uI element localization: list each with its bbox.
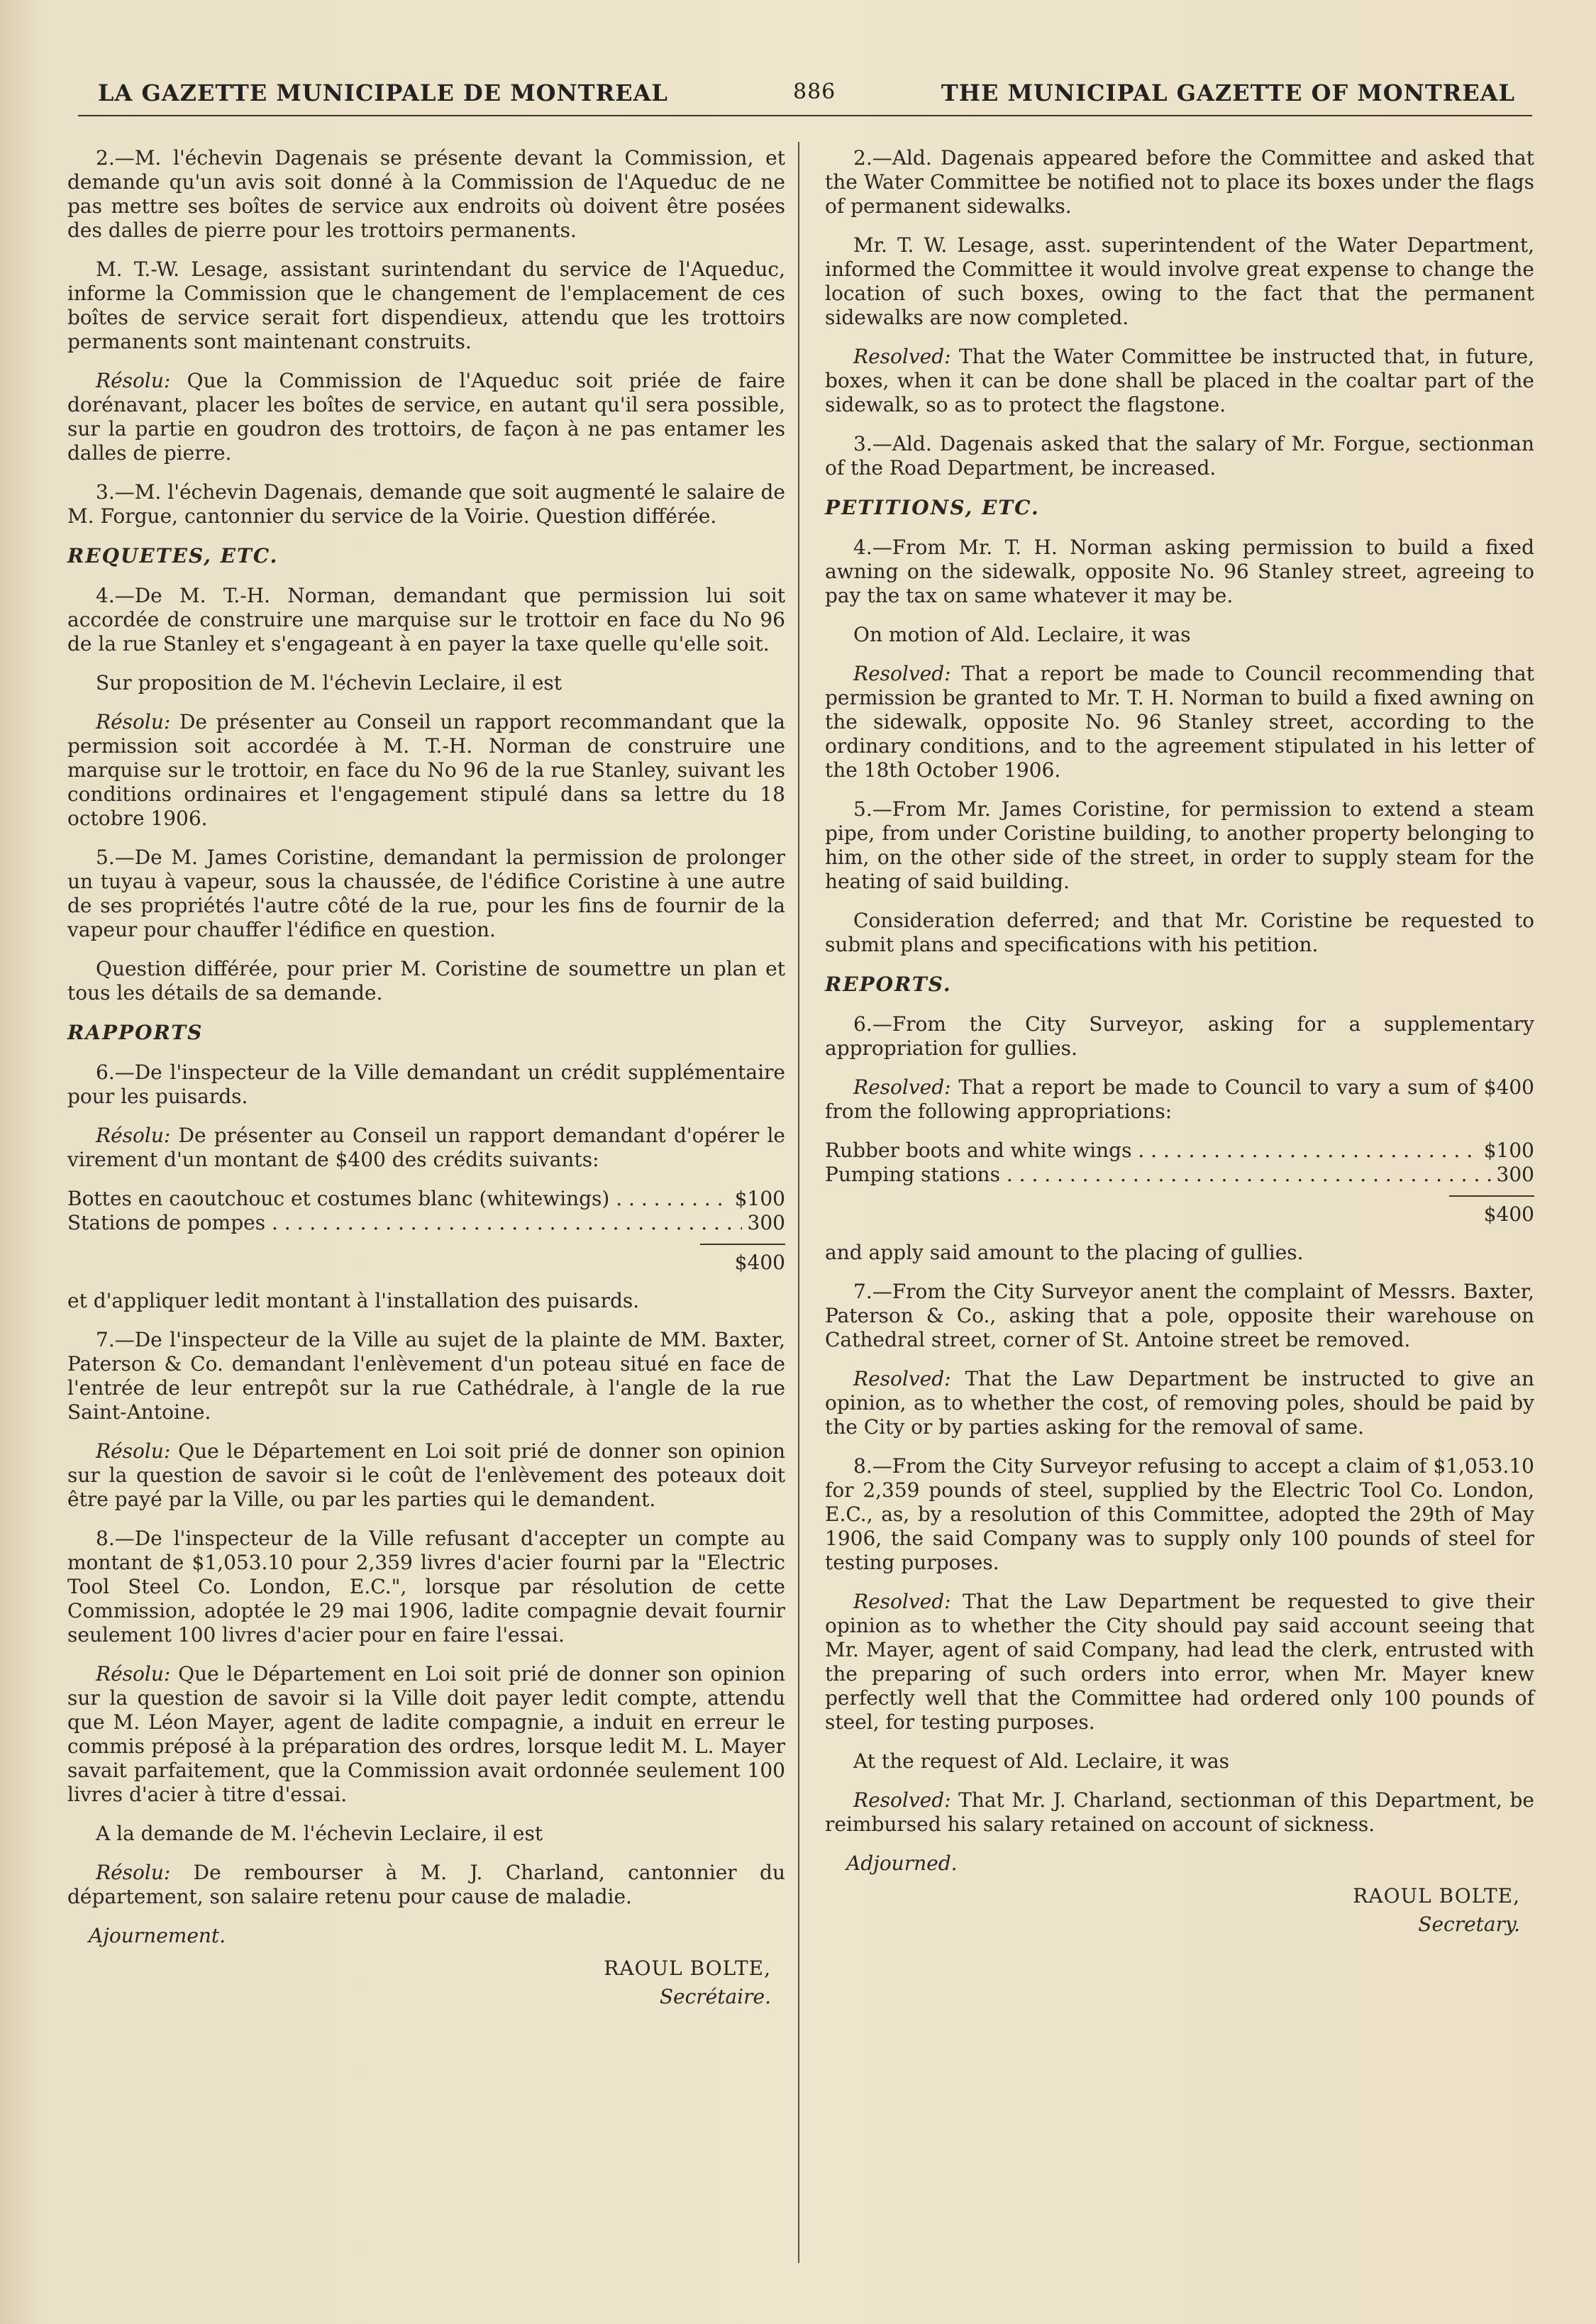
signatory-title: Secretary. bbox=[1418, 1913, 1520, 1936]
paragraph: Mr. T. W. Lesage, asst. superintendent of the Water Department, informed the Committee it would involve great expense to change the location of such boxes, owing to the fact that the permanent sidewalks are now completed. bbox=[825, 233, 1534, 329]
resolution-label: Résolu: bbox=[96, 1439, 171, 1463]
paragraph bbox=[67, 1439, 785, 1512]
paragraph: 3.—Ald. Dagenais asked that the salary of Mr. Forgue, sectionman of the Road Department, be increased. bbox=[825, 432, 1534, 480]
paragraph bbox=[67, 710, 785, 831]
ledger-row bbox=[67, 1187, 785, 1211]
paragraph-text: That Mr. J. Charland, sectionman of this Department, be reimbursed his salary retained on account of sickness. bbox=[825, 1788, 1534, 1836]
paragraph bbox=[67, 1861, 785, 1909]
ledger-item: Stations de pompes . . . bbox=[67, 1211, 742, 1235]
paragraph: 5.—De M. James Coristine, demandant la permission de prolonger un tuyau à vapeur, sous la chaussée, de l'édifice Coristine à une autre de ses propriétés l'autre côté de la rue, pour les fins de fournir de la vapeur pour chauffer l'édifice en question. bbox=[67, 846, 785, 941]
paragraph bbox=[67, 1124, 785, 1172]
signatory-title: Secrétaire. bbox=[659, 1985, 771, 2008]
paragraph bbox=[825, 1590, 1534, 1734]
column-divider bbox=[798, 142, 799, 2263]
ledger-total: $400 bbox=[1483, 1202, 1534, 1226]
resolution-label: Résolu: bbox=[96, 1861, 171, 1884]
section-title-reports: REPORTS. bbox=[825, 973, 952, 996]
paragraph bbox=[825, 1367, 1534, 1439]
paragraph: 4.—From Mr. T. H. Norman asking permission to build a fixed awning on the sidewalk, opposite No. 96 Stanley street, agreeing to pay the tax on same whatever it may be. bbox=[825, 536, 1534, 607]
paragraph: 7.—From the City Surveyor anent the complaint of Messrs. Baxter, Paterson & Co., asking that a pole, opposite their warehouse on Cathedral street, corner of St. Antoine street be removed. bbox=[825, 1280, 1534, 1351]
paragraph-text: Que le Département en Loi soit prié de donner son opinion sur la question de savoir si la Ville doit payer ledit compte, attendu que M. Léon Mayer, agent de ladite compagnie, a induit en erreur le commis préposé à la préparation des ordres, lorsque ledit M. L. Mayer savait parfaitement, que la Commission avait ordonnée seulement 100 livres d'acier à titre d'essai. bbox=[67, 1662, 785, 1806]
appropriation-ledger bbox=[825, 1139, 1534, 1227]
paragraph: 8.—From the City Surveyor refusing to accept a claim of $1,053.10 for 2,359 pounds of steel, supplied by the Electric Tool Co. London, E.C., as, by a resolution of this Committee, adopted the 29th of May 1906, the said Company was to supply only 100 pounds of steel for testing purposes. bbox=[825, 1454, 1534, 1574]
paragraph: 4.—De M. T.-H. Norman, demandant que permission lui soit accordée de construire une marquise sur le trottoir en face du No 96 de la rue Stanley et s'engageant à en payer la taxe quelle qu'elle soit. bbox=[67, 584, 785, 655]
section-title-petitions: PETITIONS, ETC. bbox=[825, 496, 1040, 519]
ledger-total-rule bbox=[700, 1244, 785, 1245]
header-rule bbox=[78, 115, 1532, 116]
paragraph: A la demande de M. l'échevin Leclaire, il est bbox=[96, 1822, 543, 1845]
ledger-item: Rubber boots and white wings . . . bbox=[825, 1139, 1478, 1163]
resolution-label: Résolu: bbox=[96, 710, 171, 734]
resolution-label: Resolved: bbox=[853, 1788, 951, 1812]
paragraph bbox=[67, 1662, 785, 1807]
paragraph: 2.—Ald. Dagenais appeared before the Committee and asked that the Water Committee be notified not to place its boxes under the flags of permanent sidewalks. bbox=[825, 146, 1534, 218]
french-column bbox=[67, 146, 785, 2009]
adjournment: Ajournement. bbox=[89, 1924, 226, 1947]
paragraph: 5.—From Mr. James Coristine, for permission to extend a steam pipe, from under Coristine building, to another property belonging to him, on the other side of the street, in order to supply steam for the heating of said building. bbox=[825, 797, 1534, 893]
paragraph-text: De présenter au Conseil un rapport recommandant que la permission soit accordée à M. T.-H. Norman de construire une marquise sur le trottoir, en face du No 96 de la rue Stanley, suivant les conditions ordinaires et l'engagement stipulé dans sa lettre du 18 octobre 1906. bbox=[67, 710, 785, 830]
paragraph: Question différée, pour prier M. Coristine de soumettre un plan et tous les détails de sa demande. bbox=[67, 957, 785, 1005]
paragraph-text: That the Water Committee be instructed that, in future, boxes, when it can be done shall be placed in the coaltar part of the sidewalk, so as to protect the flagstone. bbox=[825, 345, 1534, 416]
signatory-name: RAOUL BOLTE, bbox=[1353, 1884, 1520, 1908]
paragraph-text: That a report be made to Council recommending that permission be granted to Mr. T. H. Norman to build a fixed awning on the sidewalk, opposite No. 96 Stanley street, according to the ordinary conditions, and to the agreement stipulated in his letter of the 18th October 1906. bbox=[825, 662, 1534, 782]
ledger-total: $400 bbox=[734, 1251, 785, 1274]
paragraph-text: Que la Commission de l'Aqueduc soit priée de faire dorénavant, placer les boîtes de service, en autant qu'il sera possible, sur la partie en goudron des trottoirs, de façon à ne pas entamer les dalles de pierre. bbox=[67, 369, 785, 465]
paragraph: 7.—De l'inspecteur de la Ville au sujet de la plainte de MM. Baxter, Paterson & Co. demandant l'enlèvement d'un poteau situé en face de l'entrée de leur entrepôt sur la rue Cathédrale, à l'angle de la rue Saint-Antoine. bbox=[67, 1328, 785, 1424]
ledger-row bbox=[825, 1139, 1534, 1163]
ledger-amount: $100 bbox=[734, 1187, 785, 1210]
header-title-english: THE MUNICIPAL GAZETTE OF MONTREAL bbox=[941, 79, 1515, 106]
adjournment: Adjourned. bbox=[846, 1852, 958, 1875]
ledger-total-rule bbox=[1449, 1195, 1534, 1197]
ledger-amount: 300 bbox=[747, 1211, 785, 1234]
resolution-label: Resolved: bbox=[853, 345, 951, 368]
paragraph bbox=[825, 662, 1534, 782]
paragraph: On motion of Ald. Leclaire, it was bbox=[853, 623, 1191, 646]
paragraph: At the request of Ald. Leclaire, it was bbox=[853, 1749, 1230, 1773]
ledger-row bbox=[825, 1163, 1534, 1187]
section-title-rapports: RAPPORTS bbox=[67, 1021, 204, 1044]
resolution-label: Résolu: bbox=[96, 1124, 171, 1147]
paragraph: 3.—M. l'échevin Dagenais, demande que soit augmenté le salaire de M. Forgue, cantonnier du service de la Voirie. Question différée. bbox=[67, 480, 785, 528]
paragraph: 2.—M. l'échevin Dagenais se présente devant la Commission, et demande qu'un avis soit donné à la Commission de l'Aqueduc de ne pas mettre ses boîtes de service aux endroits où doivent être posées des dalles de pierre pour les trottoirs permanents. bbox=[67, 146, 785, 242]
paragraph bbox=[67, 369, 785, 465]
paragraph bbox=[825, 1075, 1534, 1124]
resolution-label: Résolu: bbox=[96, 1662, 171, 1686]
english-column bbox=[825, 146, 1534, 1937]
signature-block bbox=[67, 1957, 785, 2009]
appropriation-ledger bbox=[67, 1187, 785, 1275]
resolution-label: Résolu: bbox=[96, 369, 171, 392]
paragraph bbox=[825, 1788, 1534, 1837]
paragraph bbox=[825, 345, 1534, 417]
paragraph-text: De présenter au Conseil un rapport demandant d'opérer le virement d'un montant de $400 des crédits suivants: bbox=[67, 1124, 785, 1171]
paragraph-text: That a report be made to Council to vary a sum of $400 from the following appropriations: bbox=[825, 1075, 1534, 1123]
ledger-item: Pumping stations . . . bbox=[825, 1163, 1491, 1187]
header-title-french: LA GAZETTE MUNICIPALE DE MONTREAL bbox=[98, 79, 668, 106]
resolution-label: Resolved: bbox=[853, 662, 951, 685]
paragraph-text: De rembourser à M. J. Charland, cantonnier du département, son salaire retenu pour cause de maladie. bbox=[67, 1861, 785, 1908]
ledger-amount: $100 bbox=[1483, 1139, 1534, 1162]
ledger-row bbox=[67, 1211, 785, 1235]
paragraph: 8.—De l'inspecteur de la Ville refusant d'accepter un compte au montant de $1,053.10 pour 2,359 livres d'acier fourni par la "Electric Tool Steel Co. London, E.C.", lorsque par résolution de cette Commission, adoptée le 29 mai 1906, ladite compagnie devait fournir seulement 100 livres d'acier pour en faire l'essai. bbox=[67, 1527, 785, 1647]
paragraph-text: That the Law Department be requested to give their opinion as to whether the City should pay said account seeing that Mr. Mayer, agent of said Company, had lead the clerk, entrusted with the preparing of such orders into error, when Mr. Mayer knew perfectly well that the Committee had ordered only 100 pounds of steel, for testing purposes. bbox=[825, 1590, 1534, 1734]
page-number: 886 bbox=[793, 79, 836, 104]
ledger-item: Bottes en caoutchouc et costumes blanc (whitewings) . . . bbox=[67, 1187, 729, 1211]
resolution-label: Resolved: bbox=[853, 1075, 951, 1099]
signatory-name: RAOUL BOLTE, bbox=[604, 1957, 771, 1980]
paragraph-text: That the Law Department be instructed to give an opinion, as to whether the cost, of removing poles, should be paid by the City or by parties asking for the removal of same. bbox=[825, 1367, 1534, 1439]
paragraph: Sur proposition de M. l'échevin Leclaire, il est bbox=[96, 671, 563, 695]
resolution-label: Resolved: bbox=[853, 1590, 951, 1613]
paragraph: 6.—De l'inspecteur de la Ville demandant un crédit supplémentaire pour les puisards. bbox=[67, 1061, 785, 1108]
resolution-label: Resolved: bbox=[853, 1367, 951, 1390]
paragraph-text: Que le Département en Loi soit prié de donner son opinion sur la question de savoir si le coût de l'enlèvement des poteaux doit être payé par la Ville, ou par les parties qui le demandent. bbox=[67, 1439, 785, 1511]
paragraph: and apply said amount to the placing of gullies. bbox=[825, 1241, 1304, 1264]
ledger-amount: 300 bbox=[1496, 1163, 1534, 1186]
paragraph: Consideration deferred; and that Mr. Coristine be requested to submit plans and specifications with his petition. bbox=[825, 909, 1534, 956]
paragraph: 6.—From the City Surveyor, asking for a supplementary appropriation for gullies. bbox=[825, 1012, 1534, 1060]
signature-block bbox=[825, 1884, 1534, 1937]
section-title-requetes: REQUETES, ETC. bbox=[67, 544, 279, 568]
paragraph: M. T.-W. Lesage, assistant surintendant du service de l'Aqueduc, informe la Commission que le changement de l'emplacement de ces boîtes de service serait fort dispendieux, attendu que les trottoirs permanents sont maintenant construits. bbox=[67, 258, 785, 353]
paragraph: et d'appliquer ledit montant à l'installation des puisards. bbox=[67, 1289, 640, 1312]
